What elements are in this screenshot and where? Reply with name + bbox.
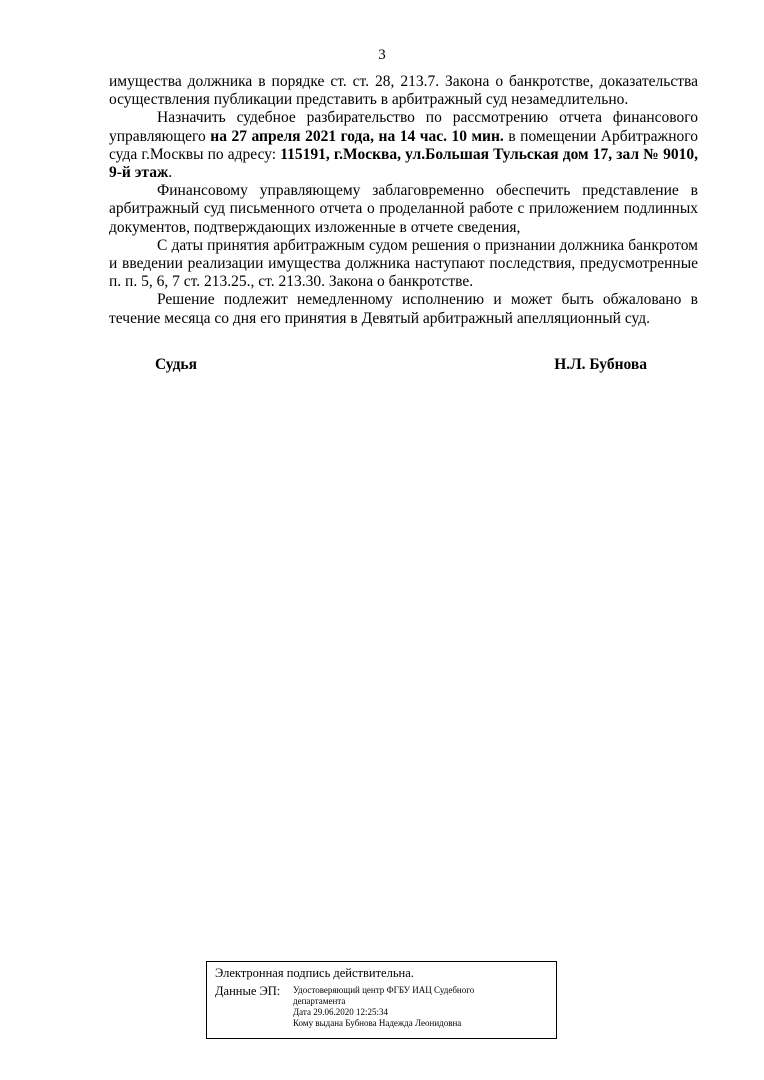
text-run: Решение подлежит немедленному исполнению и может быть обжаловано в течение месяца со дня его принятия в Девятый арбитражный апелляционный суд. xyxy=(109,291,698,327)
body-paragraph xyxy=(109,237,698,292)
esig-line: Удостоверяющий центр ФГБУ ИАЦ Судебного xyxy=(293,985,475,995)
body-paragraph xyxy=(109,109,698,182)
signature-name: Н.Л. Бубнова xyxy=(554,356,647,373)
text-run: имущества должника в порядке ст. ст. 28, 213.7. Закона о банкротстве, доказательства осуществления публикации представить в арбитражный суд незамедлительно. xyxy=(109,73,698,109)
signature-role: Судья xyxy=(155,356,198,373)
esig-data xyxy=(215,984,548,1029)
body-paragraph xyxy=(109,291,698,327)
text-run: С даты принятия арбитражным судом решения о признании должника банкротом и введении реализации имущества должника наступают последствия, предусмотренные п. п. 5, 6, 7 ст. 213.25., ст. 213.30. Закона о банкротстве. xyxy=(109,236,698,291)
esig-data-label: Данные ЭП: xyxy=(215,984,281,998)
text-run: в помещении Арбитражного суда г.Москвы по адресу: xyxy=(109,127,699,163)
document-body xyxy=(109,73,698,328)
esig-line: департамента xyxy=(293,996,346,1006)
esig-line: Кому выдана Бубнова Надежда Леонидовна xyxy=(293,1018,462,1028)
text-run: Финансовому управляющему заблаговременно обеспечить представление в арбитражный суд письменного отчета о проделанной работе с приложением подлинных документов, подтверждающих изложенные в отчете сведения, xyxy=(109,182,698,236)
bold-text-run: на 27 апреля 2021 года, на 14 час. 10 мин. xyxy=(210,127,504,145)
body-paragraph xyxy=(109,182,698,237)
text-run: . xyxy=(168,164,173,182)
text-run: Назначить судебное разбирательство по рассмотрению отчета финансового управляющего xyxy=(109,109,698,145)
electronic-signature-stamp xyxy=(206,961,557,1039)
esig-title: Электронная подпись действительна. xyxy=(215,966,414,980)
bold-text-run: 115191, г.Москва, ул.Большая Тульская дом 17, зал № 9010, 9-й этаж xyxy=(109,145,698,182)
page-number: 3 xyxy=(378,47,386,63)
signature-block xyxy=(155,356,647,374)
body-paragraph xyxy=(109,73,698,109)
esig-data-lines xyxy=(293,984,474,1029)
esig-line: Дата 29.06.2020 12:25:34 xyxy=(293,1007,388,1017)
